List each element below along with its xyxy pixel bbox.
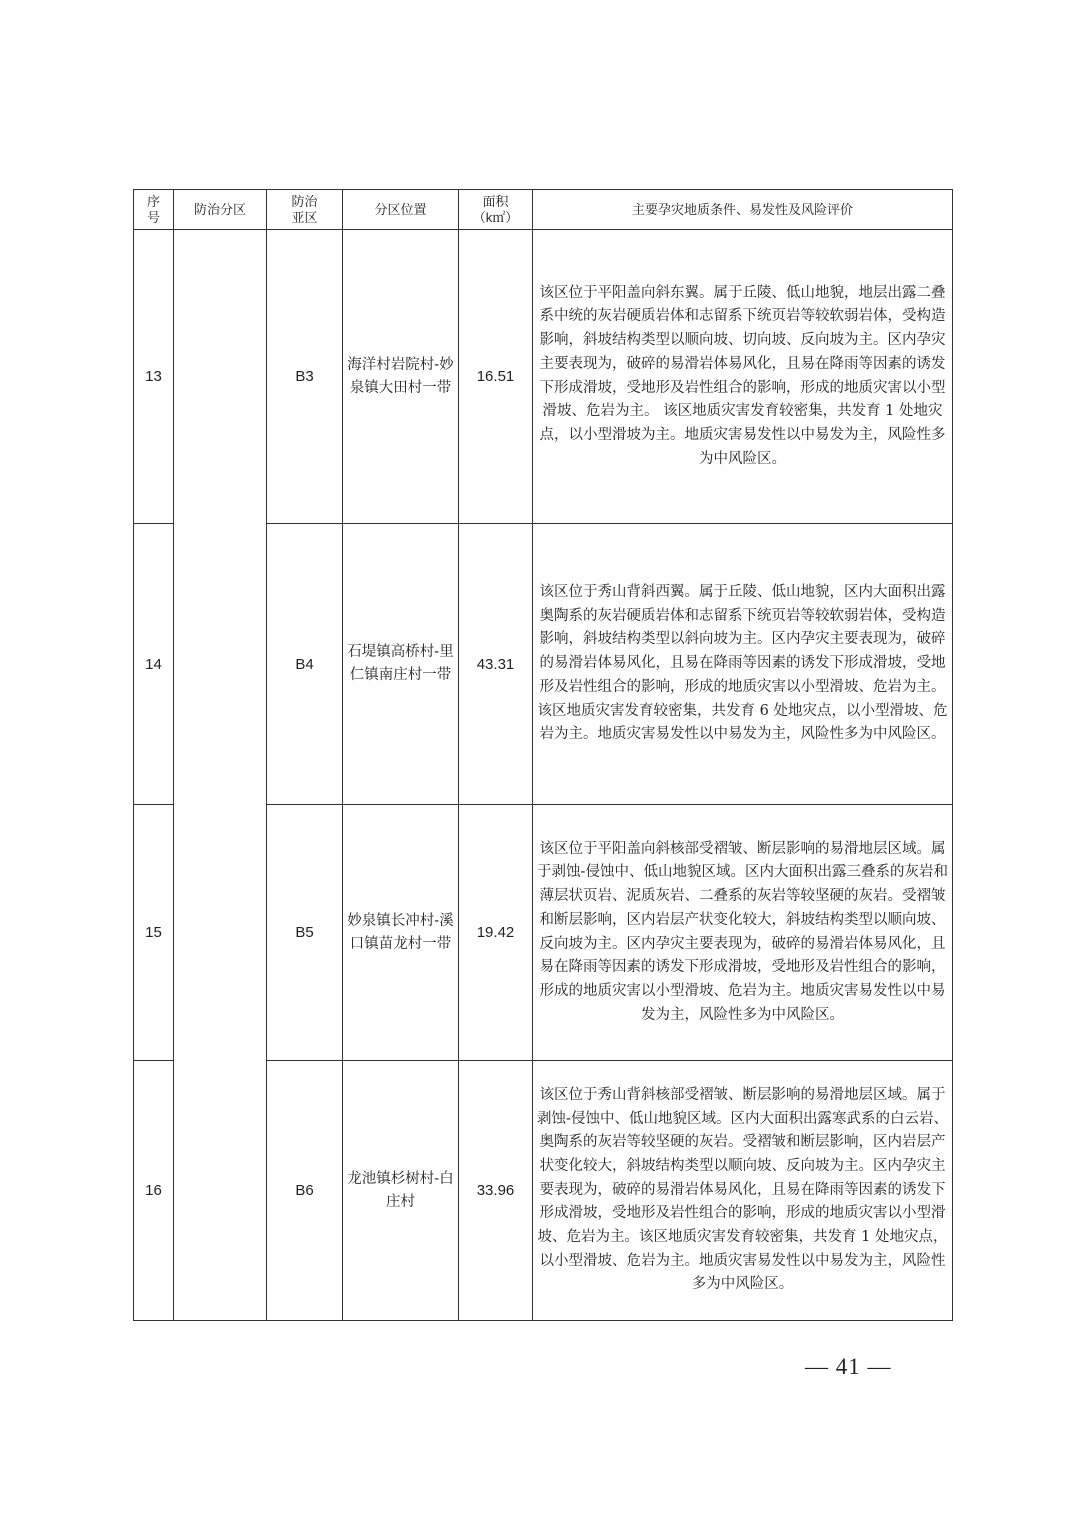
row-subzone: B6 [267,1061,343,1321]
zone-cell-merged [174,230,267,1321]
row-location: 石堤镇高桥村-里仁镇南庄村一带 [343,524,459,805]
row-evaluation: 该区位于平阳盖向斜核部受褶皱、断层影响的易滑地层区域。属于剥蚀-侵蚀中、低山地貌区域。区内大面积出露三叠系的灰岩和薄层状页岩、泥质灰岩、二叠系的灰岩等较坚硬的灰岩。受褶皱和断层影响，区内岩层产状变化较大，斜坡结构类型以顺向坡、反向坡为主。区内孕灾主要表现为，破碎的易滑岩体易风化，且易在降雨等因素的诱发下形成滑坡，受地形及岩性组合的影响，形成的地质灾害以小型滑坡、危岩为主。地质灾害易发性以中易发为主，风险性多为中风险区。 [533,805,953,1061]
row-subzone: B4 [267,524,343,805]
row-seq: 15 [134,805,174,1061]
row-area: 43.31 [459,524,533,805]
header-seq: 序 号 [134,190,174,230]
row-subzone: B3 [267,230,343,524]
row-seq: 13 [134,230,174,524]
row-subzone: B5 [267,805,343,1061]
row-evaluation: 该区位于秀山背斜核部受褶皱、断层影响的易滑地层区域。属于剥蚀-侵蚀中、低山地貌区域。区内大面积出露寒武系的白云岩、奥陶系的灰岩等较坚硬的灰岩。受褶皱和断层影响，区内岩层产状变化较大，斜坡结构类型以顺向坡、反向坡为主。区内孕灾主要表现为，破碎的易滑岩体易风化，且易在降雨等因素的诱发下形成滑坡，受地形及岩性组合的影响，形成的地质灾害以小型滑坡、危岩为主。该区地质灾害发育较密集，共发育 1 处地灾点，以小型滑坡、危岩为主。地质灾害易发性以中易发为主，风险性多为中风险区。 [533,1061,953,1321]
header-evaluation: 主要孕灾地质条件、易发性及风险评价 [533,190,953,230]
header-zone: 防治分区 [174,190,267,230]
row-seq: 14 [134,524,174,805]
row-evaluation: 该区位于秀山背斜西翼。属于丘陵、低山地貌，区内大面积出露奥陶系的灰岩硬质岩体和志留系下统页岩等较软弱岩体，受构造影响，斜坡结构类型以斜向坡为主。区内孕灾主要表现为，破碎的易滑岩体易风化，且易在降雨等因素的诱发下形成滑坡，受地形及岩性组合的影响，形成的地质灾害以小型滑坡、危岩为主。 该区地质灾害发育较密集，共发育 6 处地灾点，以小型滑坡、危岩为主。地质灾害易发性以中易发为主，风险性多为中风险区。 [533,524,953,805]
page-number: — 41 — [805,1354,892,1379]
header-location: 分区位置 [343,190,459,230]
row-location: 龙池镇杉树村-白庄村 [343,1061,459,1321]
table-row [134,230,953,524]
table-header-row [134,190,953,230]
header-area: 面积 （k㎡） [459,190,533,230]
row-evaluation: 该区位于平阳盖向斜东翼。属于丘陵、低山地貌，地层出露二叠系中统的灰岩硬质岩体和志留系下统页岩等较软弱岩体，受构造影响，斜坡结构类型以顺向坡、切向坡、反向坡为主。区内孕灾主要表现为，破碎的易滑岩体易风化，且易在降雨等因素的诱发下形成滑坡，受地形及岩性组合的影响，形成的地质灾害以小型滑坡、危岩为主。 该区地质灾害发育较密集，共发育 1 处地灾点，以小型滑坡为主。地质灾害易发性以中易发为主，风险性多为中风险区。 [533,230,953,524]
row-area: 16.51 [459,230,533,524]
row-location: 海洋村岩院村-妙泉镇大田村一带 [343,230,459,524]
row-area: 33.96 [459,1061,533,1321]
zoning-table [133,189,953,1321]
header-subzone: 防治 亚区 [267,190,343,230]
row-area: 19.42 [459,805,533,1061]
row-seq: 16 [134,1061,174,1321]
row-location: 妙泉镇长冲村-溪口镇苗龙村一带 [343,805,459,1061]
